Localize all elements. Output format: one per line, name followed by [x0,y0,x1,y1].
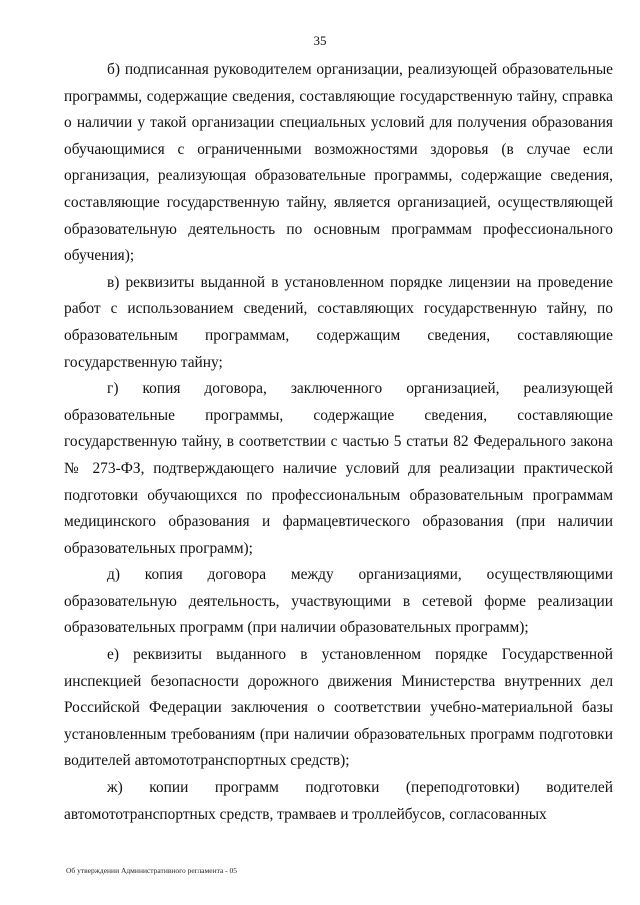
page-footer: Об утверждении Административного регламента - 05 [66,866,238,875]
paragraph-e: е) реквизиты выданного в установленном порядке Государственной инспекцией безопасности дорожного движения Министерства внутренних дел Российской Федерации заключения о соответствии учебно-материальной базы установленным требованиям (при наличии образовательных программ подготовки водителей автомототранспортных средств); [64,646,613,770]
paragraph-g: г) копия договора, заключенного организацией, реализующей образовательные программы, содержащие сведения, составляющие государственную тайну, в соответствии с частью 5 статьи 82 Федерального закона № 273-ФЗ, подтверждающего наличие условий для реализации практической подготовки обучающихся по профессиональным образовательным программам медицинского образования и фармацевтического образования (при наличии образовательных программ); [64,380,613,557]
document-body [64,57,613,828]
paragraph-zh: ж) копии программ подготовки (переподготовки) водителей автомототранспортных средств, трамваев и троллейбусов, согласованных [64,779,613,823]
page-number: 35 [313,33,327,48]
paragraph-v: в) реквизиты выданной в установленном порядке лицензии на проведение работ с использованием сведений, составляющих государственную тайну, по образовательным программам, содержащим сведения, составляющие государственную тайну; [64,273,613,371]
paragraph-b: б) подписанная руководителем организации, реализующей образовательные программы, содержащие сведения, составляющие государственную тайну, справка о наличии у такой организации специальных условий для получения образования обучающимися с ограниченными возможностями здоровья (в случае если организация, реализующая образовательные программы, содержащие сведения, составляющие государственную тайну, является организацией, осуществляющей образовательную деятельность по основным программам профессионального обучения); [64,61,613,265]
paragraph-d: д) копия договора между организациями, осуществляющими образовательную деятельность, участвующими в сетевой форме реализации образовательных программ (при наличии образовательных программ); [64,566,613,637]
